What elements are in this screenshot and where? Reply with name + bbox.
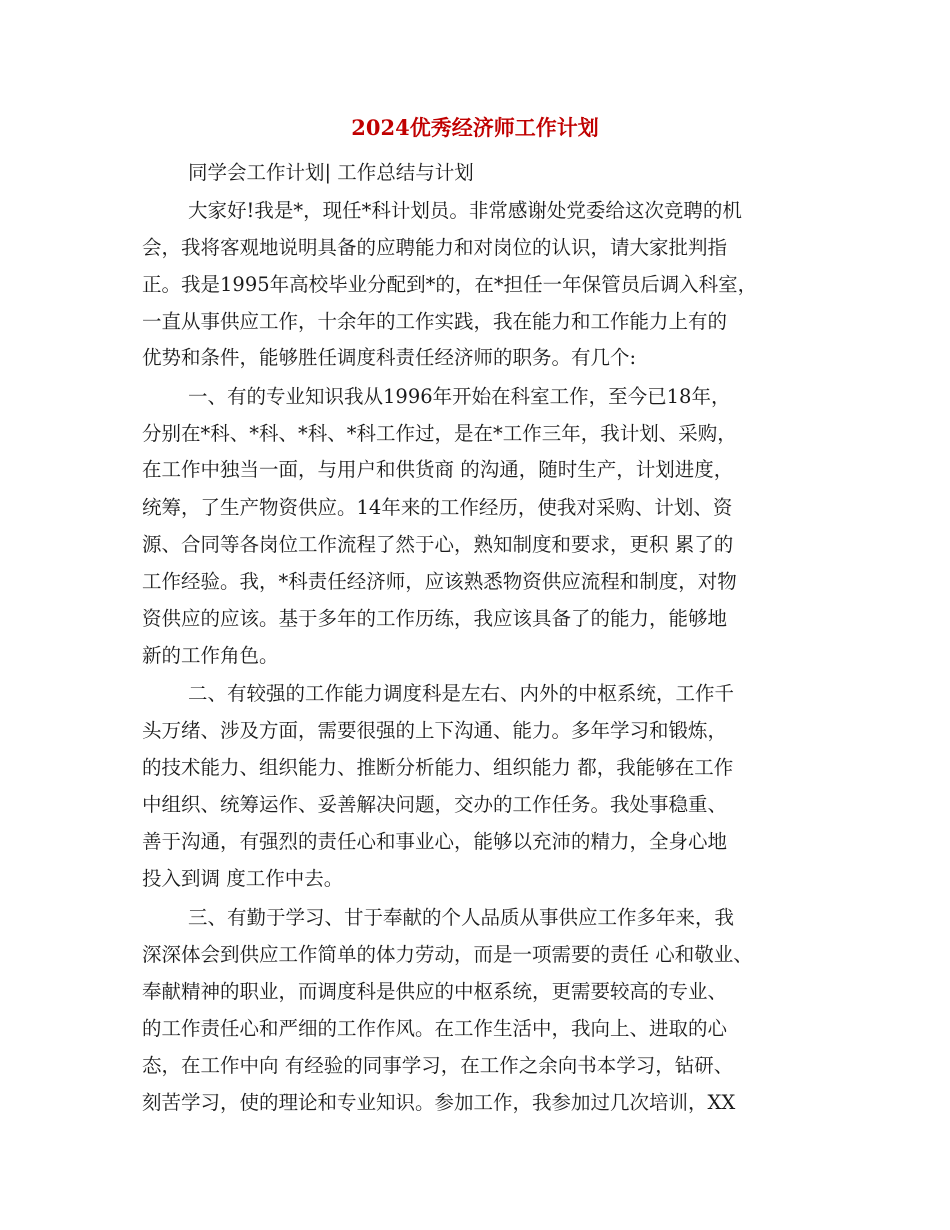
paragraph-line: 三、有勤于学习、甘于奉献的个人品质从事供应工作多年来，我 [188, 906, 735, 929]
paragraph-line: 头万绪、涉及方面，需要很强的上下沟通、能力。多年学习和锻炼， [142, 719, 728, 742]
paragraph-line: 分别在*科、*科、*科、*科工作过，是在*工作三年，我计划、采购， [142, 422, 737, 445]
paragraph-line: 在工作中独当一面，与用户和供货商 的沟通，随时生产，计划进度， [142, 458, 734, 481]
paragraph-line: 统筹，了生产物资供应。14年来的工作经历，使我对采购、计划、资 [142, 496, 733, 519]
subtitle-line: 同学会工作计划| 工作总结与计划 [188, 161, 474, 184]
paragraph-line: 的技术能力、组织能力、推断分析能力、组织能力 都，我能够在工作 [142, 756, 734, 779]
paragraph-line: 工作经验。我，*科责任经济师，应该熟悉物资供应流程和制度，对物 [142, 570, 737, 593]
paragraph-line: 的工作责任心和严细的工作作风。在工作生活中，我向上、进取的心 [142, 1017, 728, 1040]
paragraph-line: 刻苦学习，使的理论和专业知识。参加工作，我参加过几次培训，XX [142, 1091, 736, 1114]
paragraph-line: 资供应的应该。基于多年的工作历练，我应该具备了的能力，能够地 [142, 607, 728, 630]
paragraph-line: 态，在工作中向 有经验的同事学习，在工作之余向书本学习，钻研、 [142, 1054, 734, 1077]
paragraph-line: 源、合同等各岗位工作流程了然于心，熟知制度和要求，更积 累了的 [142, 533, 734, 556]
paragraph-line: 大家好!我是*，现任*科计划员。非常感谢处党委给这次竞聘的机 [188, 199, 742, 222]
paragraph-line: 中组织、统筹运作、妥善解决问题，交办的工作任务。我处事稳重、 [142, 793, 728, 816]
paragraph-line: 会，我将客观地说明具备的应聘能力和对岗位的认识，请大家批判指 [142, 236, 728, 259]
paragraph-line: 一直从事供应工作，十余年的工作实践，我在能力和工作能力上有的 [142, 310, 728, 333]
paragraph-line: 投入到调 度工作中去。 [142, 867, 344, 890]
paragraph-line: 优势和条件，能够胜任调度科责任经济师的职务。有几个: [142, 346, 637, 369]
paragraph-line: 善于沟通，有强烈的责任心和事业心，能够以充沛的精力，全身心地 [142, 830, 728, 853]
paragraph-line: 奉献精神的职业，而调度科是供应的中枢系统，更需要较高的专业、 [142, 980, 728, 1003]
paragraph-line: 正。我是1995年高校毕业分配到*的，在*担任一年保管员后调入科室， [142, 273, 758, 296]
document-title: 2024优秀经济师工作计划 [351, 115, 599, 140]
paragraph-line: 二、有较强的工作能力调度科是左右、内外的中枢系统，工作千 [188, 682, 735, 705]
paragraph-line: 一、有的专业知识我从1996年开始在科室工作，至今已18年， [188, 385, 731, 408]
paragraph-line: 新的工作角色。 [142, 644, 279, 667]
paragraph-line: 深深体会到供应工作简单的体力劳动，而是一项需要的责任 心和敬业、 [142, 943, 753, 966]
